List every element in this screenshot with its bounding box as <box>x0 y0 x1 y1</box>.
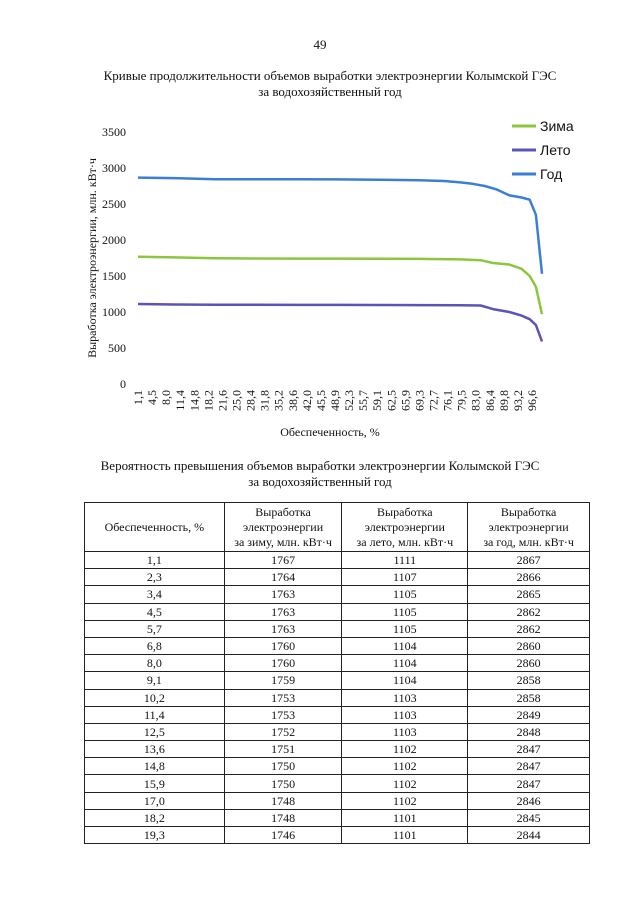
cell-year: 2862 <box>468 620 590 637</box>
table-row <box>85 689 590 706</box>
table-title-line-2: за водохозяйственный год <box>248 474 392 489</box>
legend-label: Год <box>540 166 563 182</box>
table-row <box>85 586 590 603</box>
table-row <box>85 741 590 758</box>
cell-summer: 1102 <box>342 758 468 775</box>
cell-provision: 1,1 <box>85 552 225 569</box>
cell-winter: 1763 <box>224 620 342 637</box>
cell-winter: 1750 <box>224 775 342 792</box>
y-tick-label: 3000 <box>102 161 126 175</box>
cell-summer: 1101 <box>342 827 468 844</box>
x-tick-label: 35,2 <box>271 390 286 411</box>
series-line-1 <box>138 304 542 342</box>
cell-year: 2844 <box>468 827 590 844</box>
cell-summer: 1105 <box>342 620 468 637</box>
header-year <box>468 503 590 552</box>
x-tick-label: 21,6 <box>215 390 230 411</box>
cell-summer: 1102 <box>342 741 468 758</box>
table-title-line-1: Вероятность превышения объемов выработки электроэнергии Колымской ГЭС <box>100 458 540 473</box>
table-row <box>85 620 590 637</box>
x-tick-label: 8,0 <box>159 390 174 405</box>
cell-provision: 11,4 <box>85 706 225 723</box>
header-winter-l1: Выработка <box>255 504 311 519</box>
y-tick-label: 500 <box>108 341 126 355</box>
cell-provision: 19,3 <box>85 827 225 844</box>
x-tick-label: 42,0 <box>299 390 314 411</box>
cell-summer: 1104 <box>342 637 468 654</box>
table-title <box>40 458 600 490</box>
cell-winter: 1746 <box>224 827 342 844</box>
x-tick-label: 62,5 <box>384 390 399 411</box>
cell-provision: 18,2 <box>85 809 225 826</box>
x-tick-label: 76,1 <box>440 390 455 411</box>
y-tick-label: 2500 <box>102 197 126 211</box>
cell-provision: 5,7 <box>85 620 225 637</box>
header-summer-l2: электроэнергии <box>364 519 445 534</box>
header-winter <box>224 503 342 552</box>
cell-year: 2849 <box>468 706 590 723</box>
y-axis-label: Выработка электроэнергии, млн. кВт·ч <box>85 158 99 358</box>
table-row <box>85 775 590 792</box>
x-tick-label: 18,2 <box>201 390 216 411</box>
cell-summer: 1105 <box>342 586 468 603</box>
chart-title <box>60 68 600 100</box>
cell-year: 2860 <box>468 637 590 654</box>
x-tick-label: 38,6 <box>285 390 300 411</box>
x-tick-label: 4,5 <box>145 390 160 405</box>
cell-provision: 15,9 <box>85 775 225 792</box>
table-row <box>85 758 590 775</box>
cell-winter: 1767 <box>224 552 342 569</box>
cell-year: 2847 <box>468 741 590 758</box>
header-provision-text: Обеспеченность, % <box>104 519 205 534</box>
cell-year: 2866 <box>468 569 590 586</box>
cell-winter: 1753 <box>224 706 342 723</box>
cell-winter: 1764 <box>224 569 342 586</box>
table-row <box>85 827 590 844</box>
cell-summer: 1105 <box>342 603 468 620</box>
cell-year: 2858 <box>468 672 590 689</box>
cell-summer: 1102 <box>342 792 468 809</box>
cell-summer: 1104 <box>342 655 468 672</box>
cell-provision: 14,8 <box>85 758 225 775</box>
cell-provision: 4,5 <box>85 603 225 620</box>
cell-year: 2865 <box>468 586 590 603</box>
table-row <box>85 569 590 586</box>
cell-summer: 1104 <box>342 672 468 689</box>
series-lines <box>138 178 542 342</box>
x-tick-label: 86,4 <box>482 390 497 411</box>
x-tick-label: 93,2 <box>510 390 525 411</box>
cell-year: 2845 <box>468 809 590 826</box>
cell-provision: 2,3 <box>85 569 225 586</box>
header-summer-l1: Выработка <box>377 504 433 519</box>
header-year-l1: Выработка <box>500 504 557 519</box>
header-year-l3: за год, млн. кВт·ч <box>483 534 574 549</box>
x-tick-label: 45,5 <box>313 390 328 411</box>
chart-title-line-2: за водохозяйственный год <box>258 84 402 99</box>
y-tick-label: 2000 <box>102 233 126 247</box>
cell-winter: 1760 <box>224 655 342 672</box>
x-axis <box>131 390 539 411</box>
x-tick-label: 11,4 <box>173 390 188 411</box>
cell-winter: 1748 <box>224 792 342 809</box>
cell-year: 2860 <box>468 655 590 672</box>
cell-winter: 1752 <box>224 723 342 740</box>
legend <box>512 118 574 182</box>
table-row <box>85 792 590 809</box>
x-tick-label: 48,9 <box>328 390 342 411</box>
x-tick-label: 83,0 <box>468 390 483 411</box>
x-tick-label: 31,8 <box>257 390 272 411</box>
cell-provision: 17,0 <box>85 792 225 809</box>
cell-winter: 1750 <box>224 758 342 775</box>
table-row <box>85 552 590 569</box>
x-tick-label: 1,1 <box>131 390 145 405</box>
page-number: 49 <box>313 37 327 52</box>
cell-winter: 1760 <box>224 637 342 654</box>
x-tick-label: 55,7 <box>356 390 371 411</box>
header-provision <box>85 503 225 552</box>
cell-provision: 10,2 <box>85 689 225 706</box>
cell-summer: 1103 <box>342 706 468 723</box>
cell-year: 2847 <box>468 775 590 792</box>
cell-year: 2847 <box>468 758 590 775</box>
cell-winter: 1753 <box>224 689 342 706</box>
x-tick-label: 89,8 <box>496 390 511 411</box>
table-row <box>85 672 590 689</box>
header-year-l2: электроэнергии <box>488 519 569 534</box>
x-tick-label: 25,0 <box>229 390 244 411</box>
x-tick-label: 14,8 <box>187 390 202 411</box>
header-winter-l2: электроэнергии <box>243 519 324 534</box>
cell-summer: 1102 <box>342 775 468 792</box>
cell-summer: 1101 <box>342 809 468 826</box>
legend-label: Лето <box>540 142 571 158</box>
table-header-row <box>85 503 590 552</box>
legend-label: Зима <box>540 118 574 134</box>
cell-provision: 9,1 <box>85 672 225 689</box>
cell-year: 2867 <box>468 552 590 569</box>
cell-provision: 8,0 <box>85 655 225 672</box>
x-tick-label: 72,7 <box>426 390 441 411</box>
cell-provision: 12,5 <box>85 723 225 740</box>
x-tick-label: 69,3 <box>412 390 427 411</box>
cell-year: 2858 <box>468 689 590 706</box>
cell-year: 2848 <box>468 723 590 740</box>
cell-provision: 3,4 <box>85 586 225 603</box>
table-row <box>85 637 590 654</box>
x-tick-label: 65,9 <box>398 390 413 411</box>
cell-provision: 6,8 <box>85 637 225 654</box>
table-row <box>85 655 590 672</box>
table-row <box>85 603 590 620</box>
y-axis <box>102 125 126 391</box>
probability-table <box>84 502 590 844</box>
duration-curve-chart <box>70 110 590 445</box>
cell-winter: 1748 <box>224 809 342 826</box>
cell-summer: 1107 <box>342 569 468 586</box>
y-tick-label: 0 <box>120 377 126 391</box>
cell-year: 2846 <box>468 792 590 809</box>
x-axis-label: Обеспеченность, % <box>280 425 380 439</box>
y-tick-label: 1000 <box>102 305 126 319</box>
cell-winter: 1763 <box>224 603 342 620</box>
x-tick-label: 79,5 <box>454 390 469 411</box>
cell-winter: 1759 <box>224 672 342 689</box>
cell-winter: 1763 <box>224 586 342 603</box>
header-summer-l3: за лето, млн. кВт·ч <box>356 534 454 549</box>
cell-summer: 1111 <box>342 552 468 569</box>
cell-year: 2862 <box>468 603 590 620</box>
table-row <box>85 809 590 826</box>
x-tick-label: 96,6 <box>525 390 539 411</box>
x-tick-label: 28,4 <box>243 390 258 411</box>
table-row <box>85 706 590 723</box>
cell-winter: 1751 <box>224 741 342 758</box>
x-tick-label: 59,1 <box>370 390 385 411</box>
header-summer <box>342 503 468 552</box>
y-tick-label: 1500 <box>102 269 126 283</box>
cell-summer: 1103 <box>342 689 468 706</box>
header-winter-l3: за зиму, млн. кВт·ч <box>234 534 332 549</box>
table-body <box>85 552 590 844</box>
x-tick-label: 52,3 <box>342 390 357 411</box>
y-tick-label: 3500 <box>102 125 126 139</box>
cell-summer: 1103 <box>342 723 468 740</box>
table-row <box>85 723 590 740</box>
chart-title-line-1: Кривые продолжительности объемов выработки электроэнергии Колымской ГЭС <box>103 68 557 83</box>
cell-provision: 13,6 <box>85 741 225 758</box>
